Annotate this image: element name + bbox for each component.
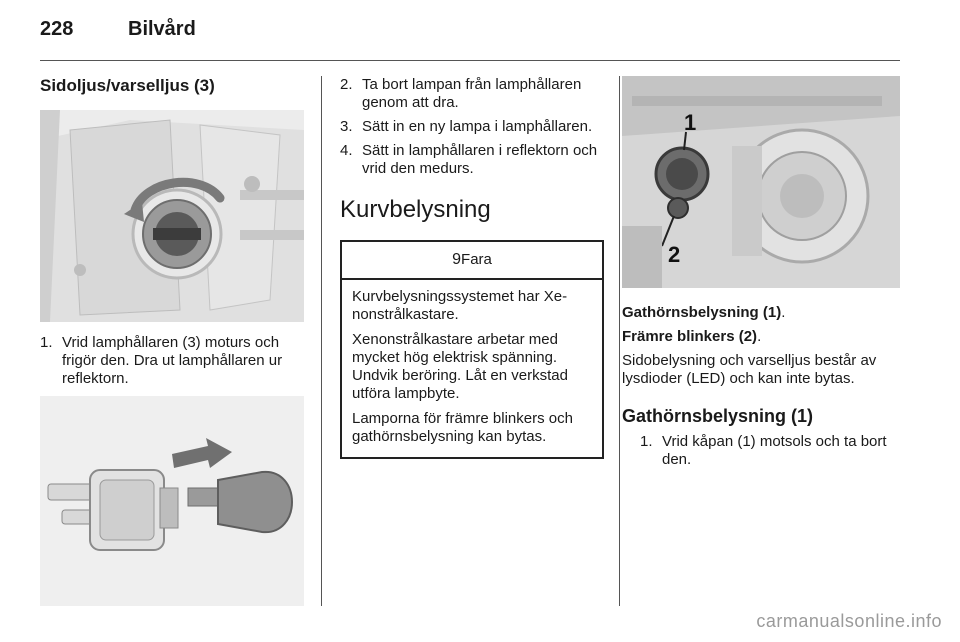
watermark: carmanualsonline.info bbox=[756, 611, 942, 631]
step-text: Vrid kåpan (1) motsols och ta bort den. bbox=[662, 433, 887, 468]
danger-warning-box bbox=[340, 240, 604, 459]
bulb-removal-illustration bbox=[40, 396, 304, 606]
caption-end: . bbox=[757, 328, 762, 345]
warning-paragraph: Lamporna för främre blinkers och gathörnsbelysning kan bytas. bbox=[352, 410, 573, 445]
step-item bbox=[340, 118, 604, 136]
step-text: Sätt in en ny lampa i lamphållaren. bbox=[362, 118, 593, 135]
step-item bbox=[640, 433, 902, 469]
column-2 bbox=[340, 76, 604, 459]
steps-list-col1 bbox=[40, 334, 304, 388]
warning-body bbox=[342, 280, 602, 457]
headlamp-assembly-illustration bbox=[622, 76, 900, 288]
step-number: 3. bbox=[340, 118, 353, 135]
header-rule bbox=[40, 60, 900, 61]
callout-2: 2 bbox=[668, 242, 681, 267]
steps-list-col3 bbox=[640, 433, 902, 469]
section-title-kurvbelysning: Kurvbelysning bbox=[340, 196, 491, 223]
step-text: Vrid lamphållaren (3) moturs och frigör den. Dra ut lamphållaren ur reflektorn. bbox=[62, 334, 283, 387]
caption-gathorn bbox=[622, 304, 902, 322]
warning-header bbox=[342, 242, 602, 280]
chapter-title: Bilvård bbox=[128, 18, 196, 40]
section-heading-sidoljus: Sidoljus/varselljus (3) bbox=[40, 76, 215, 95]
caption-bold: Gathörnsbelysning (1) bbox=[622, 304, 782, 321]
column-3 bbox=[622, 76, 902, 475]
step-number: 4. bbox=[340, 142, 353, 159]
caption-bold: Främre blinkers (2) bbox=[622, 328, 758, 345]
warning-title: Fara bbox=[461, 251, 492, 268]
step-number: 1. bbox=[40, 334, 53, 351]
step-number: 2. bbox=[340, 76, 353, 93]
caption-blinkers bbox=[622, 328, 902, 346]
step-item bbox=[40, 334, 304, 388]
step-text: Sätt in lamphållaren i reflektorn och vrid den medurs. bbox=[362, 142, 598, 177]
page-number: 228 bbox=[40, 18, 74, 40]
steps-list-col2 bbox=[340, 76, 604, 178]
column-1 bbox=[40, 76, 304, 606]
callout-1: 1 bbox=[684, 110, 697, 135]
page-header bbox=[40, 18, 196, 48]
step-item bbox=[340, 76, 604, 112]
step-item bbox=[340, 142, 604, 178]
body-paragraph: Sidobelysning och varselljus består av lysdioder (LED) och kan inte bytas. bbox=[622, 352, 877, 387]
step-number: 1. bbox=[640, 433, 653, 450]
column-divider-2 bbox=[619, 76, 620, 606]
warning-paragraph: Xenonstrålkastare arbetar med mycket hög elektrisk spänning. Undvik beröring. Låt en verkstad utföra lampbyte. bbox=[352, 331, 568, 402]
caption-end: . bbox=[781, 304, 786, 321]
step-text: Ta bort lampan från lamphållaren genom att dra. bbox=[362, 76, 582, 111]
warning-paragraph: Kurvbelysningssystemet har Xe-nonstrålkastare. bbox=[352, 288, 568, 323]
warning-icon: 9 bbox=[452, 251, 462, 268]
subheading-gathorn: Gathörnsbelysning (1) bbox=[622, 406, 814, 426]
lamp-holder-rotate-illustration bbox=[40, 110, 304, 322]
column-divider-1 bbox=[321, 76, 322, 606]
